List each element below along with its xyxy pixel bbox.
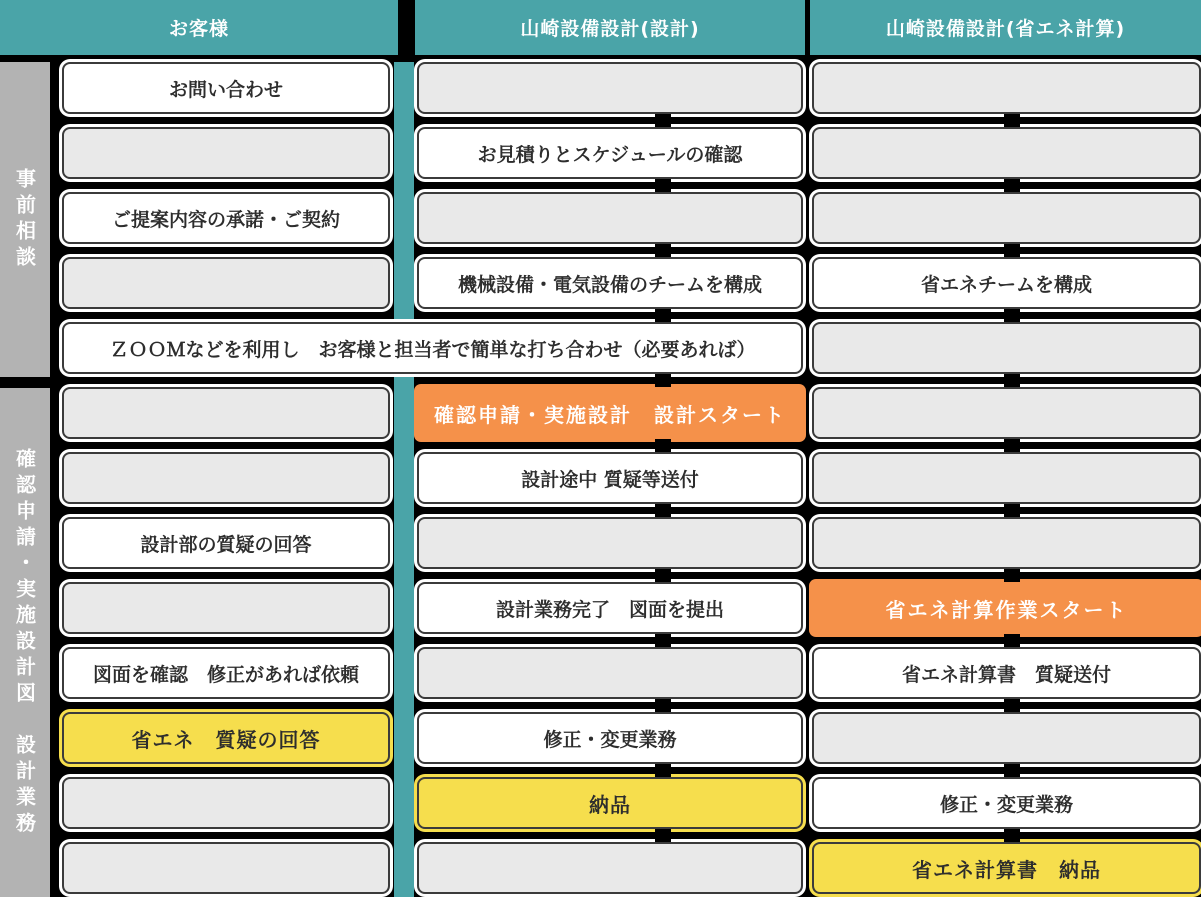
- flow-step-empty: [812, 712, 1201, 764]
- phase-label-design-work: 確認申請・実施設計図 設計業務: [0, 388, 50, 897]
- flow-step-empty: [812, 62, 1201, 114]
- flow-step-empty: [812, 127, 1201, 179]
- flow-connector-tab: [655, 699, 671, 712]
- flow-step-action: ご提案内容の承諾・ご契約: [62, 192, 390, 244]
- flow-step-empty: [62, 582, 390, 634]
- flow-step-action: 設計途中 質疑等送付: [417, 452, 803, 504]
- flow-step-deliver: 省エネ計算書 納品: [812, 842, 1201, 894]
- flow-connector-tab: [1004, 439, 1020, 452]
- flow-connector-tab: [1004, 504, 1020, 517]
- flow-step-action: お見積りとスケジュールの確認: [417, 127, 803, 179]
- flow-connector-tab: [1004, 569, 1020, 582]
- column-header-design-dept: 山崎設備設計(設計): [415, 0, 805, 55]
- flow-step-action: ＺＯＯＭなどを利用し お客様と担当者で簡単な打ち合わせ（必要あれば）: [62, 322, 803, 374]
- flow-step-action: 設計業務完了 図面を提出: [417, 582, 803, 634]
- flow-step-start: 省エネ計算作業スタート: [812, 582, 1201, 634]
- flow-step-action: 設計部の質疑の回答: [62, 517, 390, 569]
- flow-connector-tab: [1004, 179, 1020, 192]
- flow-connector-tab: [655, 764, 671, 777]
- flow-connector-tab: [1004, 829, 1020, 842]
- flow-step-action: 修正・変更業務: [812, 777, 1201, 829]
- flow-connector-tab: [655, 569, 671, 582]
- flow-step-action: お問い合わせ: [62, 62, 390, 114]
- flow-step-action: 図面を確認 修正があれば依頼: [62, 647, 390, 699]
- flow-step-empty: [812, 517, 1201, 569]
- flow-connector-bar: [394, 62, 414, 897]
- flow-step-empty: [417, 62, 803, 114]
- flow-connector-tab: [655, 179, 671, 192]
- flow-step-empty: [62, 387, 390, 439]
- flow-step-empty: [417, 647, 803, 699]
- flow-connector-tab: [1004, 244, 1020, 257]
- flow-connector-tab: [655, 504, 671, 517]
- flow-connector-tab: [655, 634, 671, 647]
- flow-step-empty: [417, 517, 803, 569]
- flow-connector-tab: [655, 309, 671, 322]
- flow-step-start: 確認申請・実施設計 設計スタート: [417, 387, 803, 439]
- flow-step-action: 省エネチームを構成: [812, 257, 1201, 309]
- flow-connector-tab: [655, 829, 671, 842]
- flow-connector-tab: [1004, 374, 1020, 387]
- flow-step-empty: [812, 387, 1201, 439]
- flow-step-empty: [62, 127, 390, 179]
- flow-step-action: 省エネ計算書 質疑送付: [812, 647, 1201, 699]
- flow-connector-tab: [655, 374, 671, 387]
- flow-connector-tab: [1004, 114, 1020, 127]
- flow-step-action: 機械設備・電気設備のチームを構成: [417, 257, 803, 309]
- flow-step-empty: [812, 452, 1201, 504]
- flow-step-empty: [417, 192, 803, 244]
- flow-connector-tab: [1004, 309, 1020, 322]
- flow-connector-tab: [655, 114, 671, 127]
- flow-connector-tab: [655, 439, 671, 452]
- flow-step-deliver: 納品: [417, 777, 803, 829]
- flow-step-empty: [812, 192, 1201, 244]
- flow-step-empty: [62, 842, 390, 894]
- column-header-customer: お客様: [0, 0, 398, 55]
- flow-step-action: 修正・変更業務: [417, 712, 803, 764]
- flow-connector-tab: [1004, 699, 1020, 712]
- flow-step-empty: [62, 777, 390, 829]
- flow-connector-tab: [1004, 634, 1020, 647]
- flow-step-deliver: 省エネ 質疑の回答: [62, 712, 390, 764]
- phase-label-preliminary-consultation: 事前相談: [0, 62, 50, 377]
- column-header-energy-calc-dept: 山崎設備設計(省エネ計算): [810, 0, 1201, 55]
- flow-step-empty: [62, 452, 390, 504]
- flow-connector-tab: [1004, 764, 1020, 777]
- flow-step-empty: [62, 257, 390, 309]
- flow-step-empty: [812, 322, 1201, 374]
- flow-connector-tab: [655, 244, 671, 257]
- flow-step-empty: [417, 842, 803, 894]
